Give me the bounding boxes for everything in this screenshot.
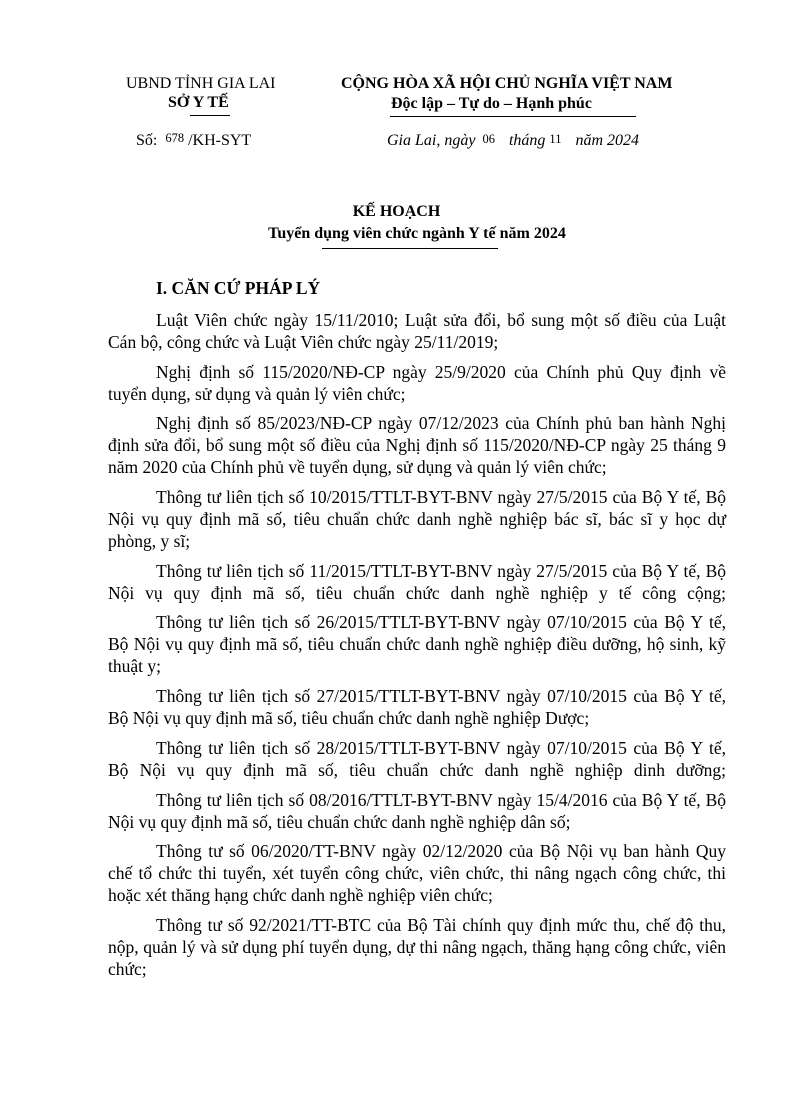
legal-basis-item: Luật Viên chức ngày 15/11/2010; Luật sửa đổi, bổ sung một số điều của Luật Cán bộ, công chức và Luật Viên chức ngày 25/11/2019; xyxy=(108,310,726,352)
number-value: 678 xyxy=(165,131,185,145)
legal-basis-item: Thông tư liên tịch số 10/2015/TTLT-BYT-BNV ngày 27/5/2015 của Bộ Y tế, Bộ Nội vụ quy định mã số, tiêu chuẩn chức danh nghề nghiệp bác sĩ, bác sĩ y học dự phòng, y sĩ; xyxy=(108,487,726,552)
department-name: SỞ Y TẾ xyxy=(168,94,229,111)
title-underline xyxy=(322,248,498,249)
legal-basis-item: Thông tư liên tịch số 27/2015/TTLT-BYT-BNV ngày 07/10/2015 của Bộ Y tế, Bộ Nội vụ quy định mã số, tiêu chuẩn chức danh nghề nghiệp Dược; xyxy=(108,686,726,729)
month-label: tháng xyxy=(508,132,546,149)
national-motto: Độc lập – Tự do – Hạnh phúc xyxy=(391,95,592,112)
legal-basis-list xyxy=(108,309,726,988)
legal-basis-item: Thông tư liên tịch số 26/2015/TTLT-BYT-BNV ngày 07/10/2015 của Bộ Y tế, Bộ Nội vụ quy định mã số, tiêu chuẩn chức danh nghề nghiệp điều dưỡng, hộ sinh, kỹ thuật y; xyxy=(108,612,726,677)
legal-basis-item: Thông tư liên tịch số 28/2015/TTLT-BYT-BNV ngày 07/10/2015 của Bộ Y tế, Bộ Nội vụ quy định mã số, tiêu chuẩn chức danh nghề nghiệp dinh dưỡng; xyxy=(108,737,726,780)
document-number xyxy=(136,131,251,151)
legal-basis-item: Thông tư liên tịch số 08/2016/TTLT-BYT-BNV ngày 15/4/2016 của Bộ Y tế, Bộ Nội vụ quy định mã số, tiêu chuẩn chức danh nghề nghiệp dân số; xyxy=(108,789,726,832)
legal-basis-item: Thông tư số 92/2021/TT-BTC của Bộ Tài chính quy định mức thu, chế độ thu, nộp, quản lý và sử dụng phí tuyển dụng, dự thi nâng ngạch, thăng hạng công chức, viên chức; xyxy=(108,914,726,979)
legal-basis-item: Nghị định số 115/2020/NĐ-CP ngày 25/9/2020 của Chính phủ Quy định về tuyển dụng, sử dụng và quản lý viên chức; xyxy=(108,361,726,404)
date-year: năm 2024 xyxy=(575,132,640,149)
legal-basis-item: Thông tư liên tịch số 11/2015/TTLT-BYT-BNV ngày 27/5/2015 của Bộ Y tế, Bộ Nội vụ quy định mã số, tiêu chuẩn chức danh nghề nghiệp y tế công cộng; xyxy=(108,560,726,603)
legal-basis-item: Thông tư số 06/2020/TT-BNV ngày 02/12/2020 của Bộ Nội vụ ban hành Quy chế tổ chức thi tuyển, xét tuyển công chức, viên chức, thi nâng ngạch công chức, thi hoặc xét thăng hạng chức danh nghề nghiệp viên chức; xyxy=(108,841,726,906)
national-title: CỘNG HÒA XÃ HỘI CHỦ NGHĨA VIỆT NAM xyxy=(341,75,673,92)
agency-name: UBND TỈNH GIA LAI xyxy=(126,75,276,92)
date-day: 06 xyxy=(482,132,495,146)
department-underline xyxy=(190,115,230,116)
section-heading: I. CĂN CỨ PHÁP LÝ xyxy=(156,278,321,298)
number-label: Số: xyxy=(136,132,158,149)
legal-basis-item: Nghị định số 85/2023/NĐ-CP ngày 07/12/2023 của Chính phủ ban hành Nghị định sửa đổi, bổ sung một số điều của Nghị định số 115/2020/NĐ-CP ngày 25 tháng 9 năm 2020 của Chính phủ về tuyển dụng, sử dụng và quản lý viên chức; xyxy=(108,413,726,478)
document-title: KẾ HOẠCH xyxy=(352,203,441,220)
motto-underline xyxy=(390,116,636,117)
document-subtitle: Tuyển dụng viên chức ngành Y tế năm 2024 xyxy=(268,225,566,242)
document-date xyxy=(387,131,639,151)
number-suffix: /KH-SYT xyxy=(188,132,252,149)
date-month: 11 xyxy=(549,132,562,146)
date-prefix: Gia Lai, ngày xyxy=(387,132,476,149)
